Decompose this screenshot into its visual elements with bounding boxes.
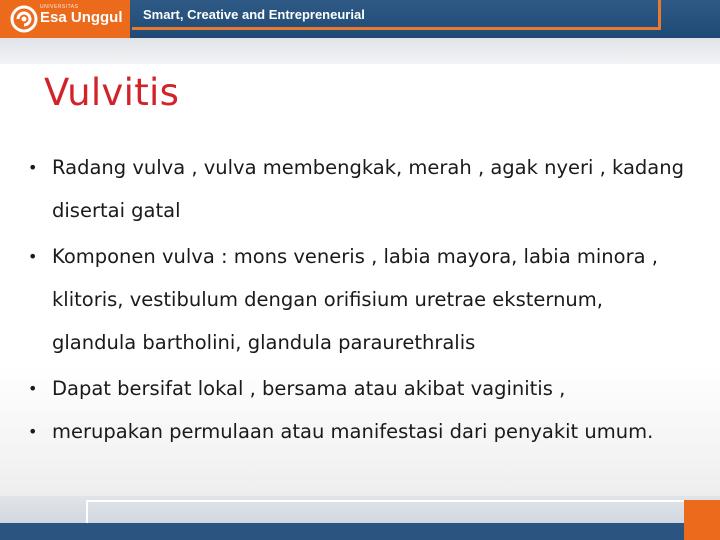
bullet-item (28, 235, 688, 364)
bullet-text: Radang vulva , vulva membengkak, merah , agak nyeri , kadang disertai gatal (52, 156, 684, 222)
bullet-icon: • (28, 247, 38, 266)
bullet-text: Dapat bersifat lokal , bersama atau akibat vaginitis , (52, 377, 566, 400)
university-logo-icon (9, 4, 39, 34)
bullet-text: merupakan permulaan atau manifestasi dari penyakit umum. (52, 420, 654, 443)
footer-orange-block (684, 500, 720, 540)
header-shadow-band (0, 38, 720, 64)
bullet-item (28, 410, 688, 453)
bullet-text: Komponen vulva : mons veneris , labia mayora, labia minora , klitoris, vestibulum dengan orifisium uretrae eksternum, glandula bartholini, glandula paraurethralis (52, 245, 658, 354)
bullet-icon: • (28, 422, 38, 441)
logo-small-text: UNIVERSITAS (40, 4, 79, 10)
bullet-icon: • (28, 379, 38, 398)
bullet-icon: • (28, 158, 38, 177)
slide-title: Vulvitis (44, 71, 180, 114)
footer-accent-line (86, 500, 686, 524)
bullet-item (28, 367, 688, 410)
bullet-list (28, 146, 688, 465)
logo (0, 0, 130, 38)
tagline: Smart, Creative and Entrepreneurial (143, 7, 365, 22)
footer-blue-bar (0, 523, 720, 540)
logo-name: Esa Unggul (40, 9, 123, 26)
bullet-item (28, 146, 688, 232)
